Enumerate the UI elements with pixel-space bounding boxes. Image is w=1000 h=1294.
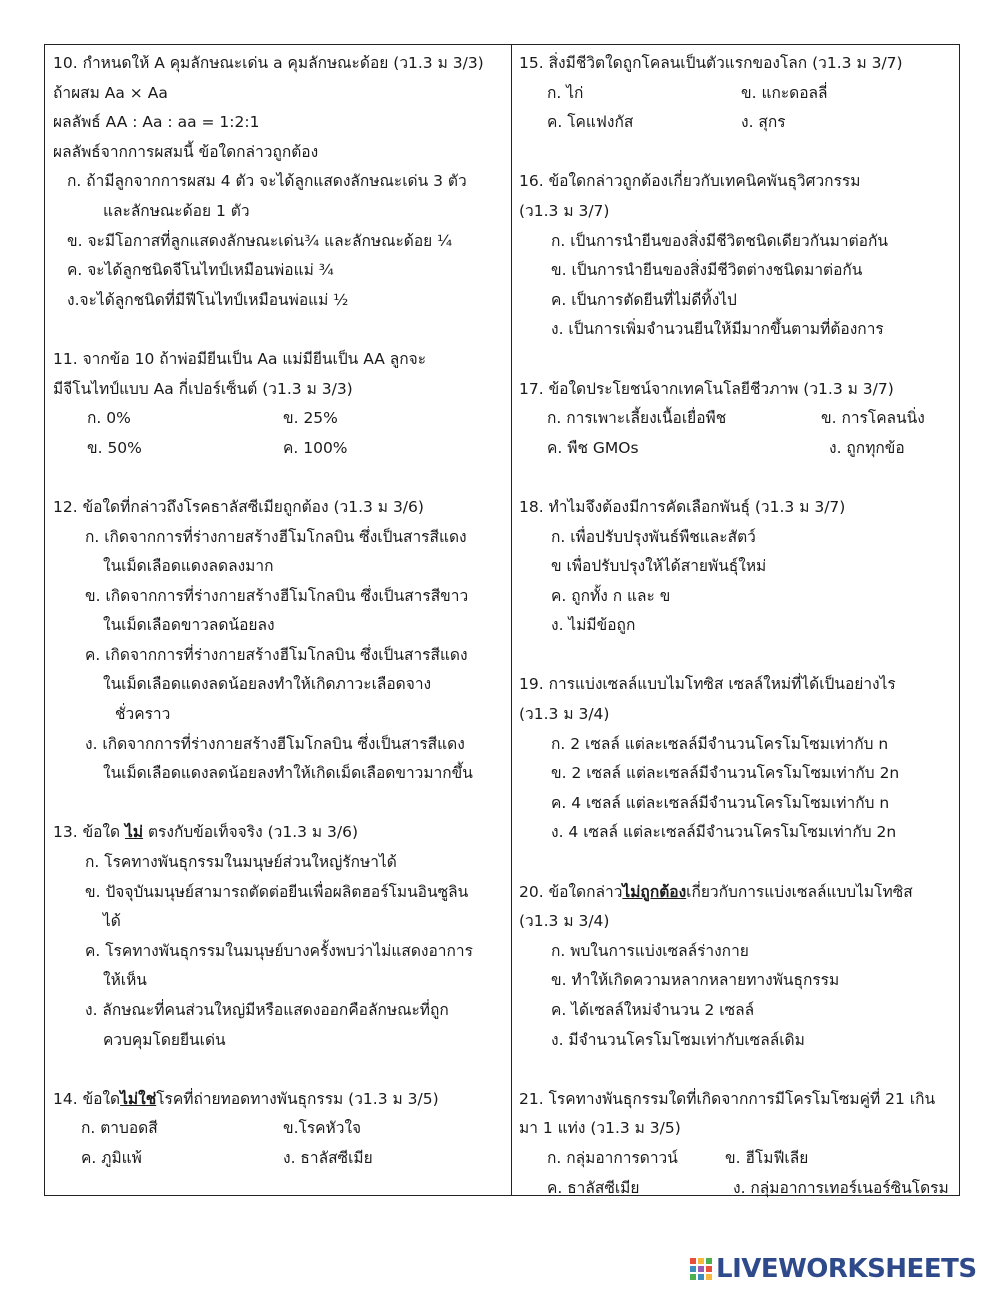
q13-option-b[interactable]: ข. ปัจจุบันมนุษย์สามารถตัดต่อยีนเพื่อผลิตฮอร์โมนอินซูลิน [85, 882, 469, 901]
q12-option-c[interactable]: ค. เกิดจากการที่ร่างกายสร้างฮีโมโกลบิน ซึ่งเป็นสารสีแดง [85, 645, 468, 664]
q12-option-d[interactable]: ง. เกิดจากการที่ร่างกายสร้างฮีโมโกลบิน ซึ่งเป็นสารสีแดง [85, 734, 465, 753]
q15-option-b[interactable]: ข. แกะดอลลี่ [741, 83, 828, 102]
q19-stem-1: 19. การแบ่งเซลล์แบบไมโทซิส เซลล์ใหม่ที่ได้เป็นอย่างไร [519, 675, 896, 694]
q11-option-d[interactable]: ค. 100% [283, 438, 348, 457]
q16-option-a[interactable]: ก. เป็นการนำยีนของสิ่งมีชีวิตชนิดเดียวกันมาต่อกัน [551, 231, 888, 250]
q13-option-d[interactable]: ง. ลักษณะที่คนส่วนใหญ่มีหรือแสดงออกคือลักษณะที่ถูก [85, 1001, 449, 1019]
q13-stem: 13. ข้อใด ไม่ ตรงกับข้อเท็จจริง (ว1.3 ม 3/6) [53, 823, 359, 842]
q19-option-d[interactable]: ง. 4 เซลล์ แต่ละเซลล์มีจำนวนโครโมโซมเท่ากับ 2n [551, 823, 897, 842]
q20-option-c[interactable]: ค. ได้เซลล์ใหม่จำนวน 2 เซลล์ [551, 1001, 755, 1019]
q20-emphasis: ไม่ถูกต้อง [622, 882, 687, 901]
q11-stem-1: 11. จากข้อ 10 ถ้าพ่อมียีนเป็น Aa แม่มียีนเป็น AA ลูกจะ [53, 349, 427, 368]
q13-option-d-cont: ควบคุมโดยยีนเด่น [103, 1030, 226, 1049]
q10-option-c[interactable]: ค. จะได้ลูกชนิดจีโนไทป์เหมือนพ่อแม่ ¾ [67, 261, 334, 280]
q14-option-d[interactable]: ง. ธาลัสซีเมีย [283, 1148, 373, 1167]
q13-option-a[interactable]: ก. โรคทางพันธุกรรมในมนุษย์ส่วนใหญ่รักษาได้ [85, 853, 397, 872]
q18-option-c[interactable]: ค. ถูกทั้ง ก และ ข [551, 586, 671, 605]
q14-option-c[interactable]: ค. ภูมิแพ้ [81, 1148, 142, 1167]
q17-option-c[interactable]: ค. พืช GMOs [547, 438, 639, 457]
q15-stem: 15. สิ่งมีชีวิตใดถูกโคลนเป็นตัวแรกของโลก (ว1.3 ม 3/7) [519, 54, 903, 72]
q21-stem-2: มา 1 แท่ง (ว1.3 ม 3/5) [519, 1119, 681, 1138]
liveworksheets-logo [690, 1252, 990, 1286]
q21-stem-1: 21. โรคทางพันธุกรรมใดที่เกิดจากการมีโครโมโซมคู่ที่ 21 เกิน [519, 1089, 936, 1108]
q11-option-c[interactable]: ข. 50% [87, 438, 142, 457]
q12-option-b-cont: ในเม็ดเลือดขาวลดน้อยลง [103, 616, 275, 635]
q10-option-a-cont: และลักษณะด้อย 1 ตัว [103, 201, 250, 220]
worksheet-table [44, 44, 960, 1196]
q18-stem: 18. ทำไมจึงต้องมีการคัดเลือกพันธุ์ (ว1.3 ม 3/7) [519, 497, 846, 516]
q15-option-a[interactable]: ก. ไก่ [547, 83, 584, 102]
q10-stem-1: 10. กำหนดให้ A คุมลักษณะเด่น a คุมลักษณะด้อย (ว1.3 ม 3/3) [53, 54, 484, 72]
column-divider [511, 45, 512, 1195]
q16-stem-2: (ว1.3 ม 3/7) [519, 201, 610, 220]
liveworksheets-logo-text: LIVEWORKSHEETS [716, 1254, 977, 1284]
q21-option-b[interactable]: ข. ฮีโมฟีเลีย [725, 1148, 809, 1167]
q13-emphasis: ไม่ [125, 823, 144, 842]
q14-option-a[interactable]: ก. ตาบอดสี [81, 1119, 158, 1138]
q11-option-a[interactable]: ก. 0% [87, 409, 131, 428]
q20-option-d[interactable]: ง. มีจำนวนโครโมโซมเท่ากับเซลล์เดิม [551, 1030, 805, 1049]
q12-option-d-cont: ในเม็ดเลือดแดงลดน้อยลงทำให้เกิดเม็ดเลือดขาวมากขึ้น [103, 764, 473, 783]
q15-option-c[interactable]: ค. โคแฟงกัส [547, 113, 634, 132]
q11-option-b[interactable]: ข. 25% [283, 409, 338, 428]
q12-option-c-cont: ในเม็ดเลือดแดงลดน้อยลงทำให้เกิดภาวะเลือดจาง [103, 675, 432, 694]
q12-stem: 12. ข้อใดที่กล่าวถึงโรคธาลัสซีเมียถูกต้อง (ว1.3 ม 3/6) [53, 497, 424, 516]
q10-option-b[interactable]: ข. จะมีโอกาสที่ลูกแสดงลักษณะเด่น¾ และลักษณะด้อย ¼ [67, 231, 453, 250]
q14-option-b[interactable]: ข.โรคหัวใจ [283, 1119, 362, 1138]
q10-stem-4: ผลลัพธ์จากการผสมนี้ ข้อใดกล่าวถูกต้อง [53, 142, 319, 161]
left-column [53, 49, 505, 1174]
q12-option-a[interactable]: ก. เกิดจากการที่ร่างกายสร้างฮีโมโกลบิน ซึ่งเป็นสารสีแดง [85, 527, 467, 546]
q17-option-b[interactable]: ข. การโคลนนิ่ง [821, 409, 925, 428]
q12-option-b[interactable]: ข. เกิดจากการที่ร่างกายสร้างฮีโมโกลบิน ซึ่งเป็นสารสีขาว [85, 586, 469, 605]
q14-emphasis: ไม่ใช่ [120, 1089, 157, 1108]
q17-option-a[interactable]: ก. การเพาะเลี้ยงเนื้อเยื่อพืช [547, 409, 727, 428]
q19-option-c[interactable]: ค. 4 เซลล์ แต่ละเซลล์มีจำนวนโครโมโซมเท่ากับ n [551, 793, 890, 812]
q10-option-a[interactable]: ก. ถ้ามีลูกจากการผสม 4 ตัว จะได้ลูกแสดงลักษณะเด่น 3 ตัว [67, 172, 467, 191]
q16-stem-1: 16. ข้อใดกล่าวถูกต้องเกี่ยวกับเทคนิคพันธุวิศวกรรม [519, 172, 861, 191]
q19-stem-2: (ว1.3 ม 3/4) [519, 705, 610, 724]
q21-option-a[interactable]: ก. กลุ่มอาการดาวน์ [547, 1148, 678, 1167]
q21-option-c[interactable]: ค. ธาลัสซีเมีย [547, 1178, 640, 1197]
q16-option-d[interactable]: ง. เป็นการเพิ่มจำนวนยีนให้มีมากขึ้นตามที่ต้องการ [551, 320, 884, 339]
liveworksheets-logo-icon [690, 1258, 712, 1280]
q20-option-b[interactable]: ข. ทำให้เกิดความหลากหลายทางพันธุกรรม [551, 971, 840, 990]
q17-stem: 17. ข้อใดประโยชน์จากเทคโนโลยีชีวภาพ (ว1.3 ม 3/7) [519, 379, 894, 398]
q16-option-b[interactable]: ข. เป็นการนำยีนของสิ่งมีชีวิตต่างชนิดมาต่อกัน [551, 261, 863, 280]
q16-option-c[interactable]: ค. เป็นการตัดยีนที่ไม่ดีทิ้งไป [551, 290, 737, 309]
q13-option-b-cont: ได้ [103, 912, 121, 931]
q10-stem-3: ผลลัพธ์ AA : Aa : aa = 1:2:1 [53, 113, 260, 132]
q10-stem-2: ถ้าผสม Aa × Aa [53, 83, 168, 102]
q10-option-d[interactable]: ง.จะได้ลูกชนิดที่มีฟีโนไทป์เหมือนพ่อแม่ ½ [67, 290, 349, 309]
q13-option-c-cont: ให้เห็น [103, 971, 147, 990]
right-column [519, 49, 955, 1203]
q18-option-b[interactable]: ข เพื่อปรับปรุงให้ได้สายพันธุ์ใหม่ [551, 557, 767, 576]
q19-option-b[interactable]: ข. 2 เซลล์ แต่ละเซลล์มีจำนวนโครโมโซมเท่ากับ 2n [551, 764, 900, 783]
q20-stem-2: (ว1.3 ม 3/4) [519, 912, 610, 931]
q11-stem-2: มีจีโนไทป์แบบ Aa กี่เปอร์เซ็นต์ (ว1.3 ม 3/3) [53, 379, 353, 398]
q21-option-d[interactable]: ง. กลุ่มอาการเทอร์เนอร์ซินโดรม [733, 1178, 949, 1197]
q17-option-d[interactable]: ง. ถูกทุกข้อ [829, 438, 905, 457]
q13-option-c[interactable]: ค. โรคทางพันธุกรรมในมนุษย์บางครั้งพบว่าไม่แสดงอาการ [85, 941, 473, 960]
q18-option-d[interactable]: ง. ไม่มีข้อถูก [551, 616, 636, 635]
q12-option-a-cont: ในเม็ดเลือดแดงลดลงมาก [103, 557, 274, 576]
q20-option-a[interactable]: ก. พบในการแบ่งเซลล์ร่างกาย [551, 941, 749, 960]
q18-option-a[interactable]: ก. เพื่อปรับปรุงพันธ์พืชและสัตว์ [551, 527, 756, 546]
q14-stem: 14. ข้อใดไม่ใช่โรคที่ถ่ายทอดทางพันธุกรรม (ว1.3 ม 3/5) [53, 1089, 439, 1108]
q12-option-c-cont2: ชั่วคราว [115, 705, 171, 724]
q15-option-d[interactable]: ง. สุกร [741, 113, 786, 132]
q19-option-a[interactable]: ก. 2 เซลล์ แต่ละเซลล์มีจำนวนโครโมโซมเท่ากับ n [551, 734, 889, 753]
q20-stem: 20. ข้อใดกล่าวไม่ถูกต้องเกี่ยวกับการแบ่งเซลล์แบบไมโทซิส [519, 882, 913, 901]
